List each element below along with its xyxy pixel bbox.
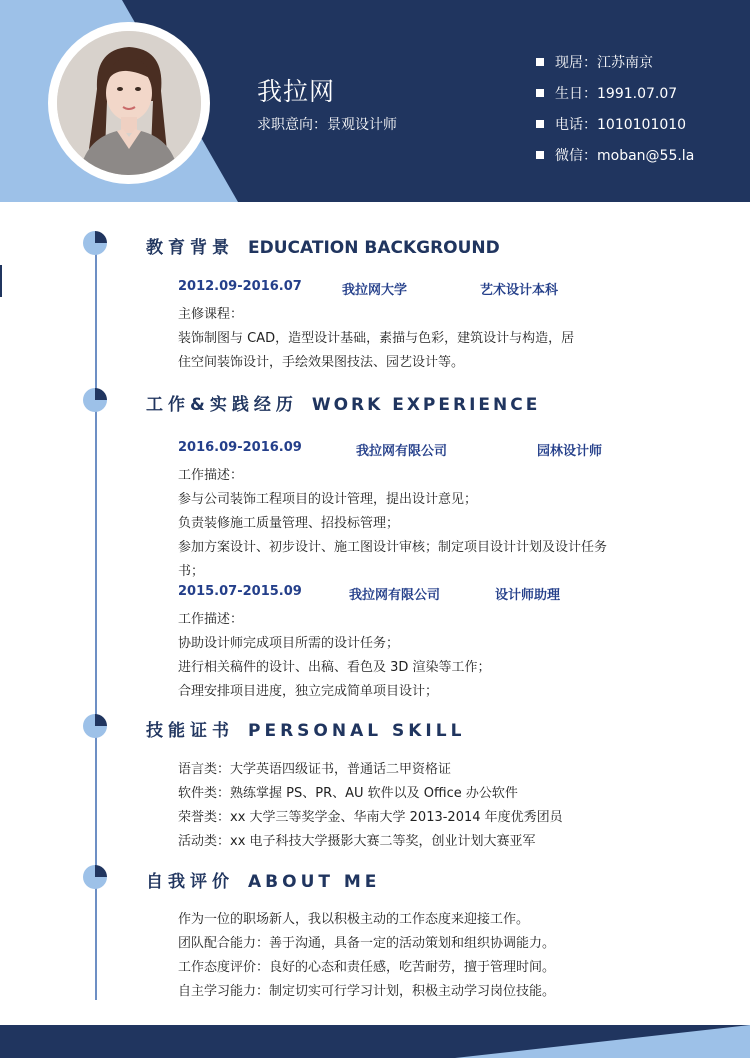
bullet-icon	[536, 120, 544, 128]
info-residence-text: 现居：江苏南京	[555, 55, 653, 71]
about-line: 自主学习能力：制定切实可行学习计划，积极主动学习岗位技能。	[178, 984, 556, 999]
job-line: 合理安排项目进度，独立完成简单项目设计；	[178, 684, 439, 699]
info-birthday-text: 生日：1991.07.07	[555, 86, 678, 102]
page-edge-mark	[0, 265, 2, 297]
info-wechat-text: 微信：moban@55.la	[555, 148, 695, 164]
bullet-icon	[536, 151, 544, 159]
section-marker-icon	[83, 231, 107, 255]
education-row	[178, 279, 302, 294]
job-line: 参与公司装饰工程项目的设计管理，提出设计意见；	[178, 492, 478, 507]
education-title-cn: 教育背景	[146, 238, 234, 258]
bullet-icon	[536, 89, 544, 97]
skill-line: 活动类：xx 电子科技大学摄影大赛二等奖，创业计划大赛亚军	[178, 834, 536, 849]
about-line: 团队配合能力：善于沟通，具备一定的活动策划和组织协调能力。	[178, 936, 556, 951]
job-line: 书；	[178, 564, 205, 579]
education-title-en: EDUCATION BACKGROUND	[248, 238, 500, 258]
skills-title-en: PERSONAL SKILL	[248, 721, 466, 741]
bullet-icon	[536, 58, 544, 66]
education-section-title	[146, 233, 500, 258]
about-section-title	[146, 867, 380, 892]
info-phone	[536, 114, 686, 134]
footer-banner	[0, 1025, 750, 1058]
info-birthday	[536, 83, 677, 103]
skills-section-title	[146, 716, 465, 741]
job-date: 2016.09-2016.09	[178, 440, 302, 455]
work-section-title	[146, 390, 540, 415]
about-line: 工作态度评价：良好的心态和责任感，吃苦耐劳，擅于管理时间。	[178, 960, 556, 975]
skills-title-cn: 技能证书	[146, 721, 234, 741]
info-phone-text: 电话：1010101010	[555, 117, 687, 133]
education-line: 装饰制图与 CAD，造型设计基础，素描与色彩，建筑设计与构造，居	[178, 331, 575, 346]
job-role: 园林设计师	[537, 444, 603, 459]
job-line: 工作描述：	[178, 468, 244, 483]
section-marker-icon	[83, 865, 107, 889]
education-school: 我拉网大学	[342, 283, 408, 298]
job-date: 2015.07-2015.09	[178, 584, 302, 599]
section-marker-icon	[83, 714, 107, 738]
skill-line: 语言类：大学英语四级证书，普通话二甲资格证	[178, 762, 452, 777]
info-wechat	[536, 145, 694, 165]
work-title-en: WORK EXPERIENCE	[311, 395, 541, 415]
job-role: 设计师助理	[495, 588, 561, 603]
job-company: 我拉网有限公司	[349, 588, 441, 603]
info-residence	[536, 52, 653, 72]
candidate-name: 我拉网	[257, 77, 336, 106]
job-company: 我拉网有限公司	[356, 444, 448, 459]
skill-line: 荣誉类：xx 大学三等奖学金、华南大学 2013-2014 年度优秀团员	[178, 810, 563, 825]
job-line: 进行相关稿件的设计、出稿、看色及 3D 渲染等工作；	[178, 660, 491, 675]
section-marker-icon	[83, 388, 107, 412]
footer-light-triangle	[0, 1025, 750, 1058]
job-line: 协助设计师完成项目所需的设计任务；	[178, 636, 400, 651]
about-line: 作为一位的职场新人，我以积极主动的工作态度来迎接工作。	[178, 912, 530, 927]
about-title-en: ABOUT ME	[248, 872, 381, 892]
education-date: 2012.09-2016.07	[178, 279, 302, 294]
job-line: 负责装修施工质量管理、招投标管理；	[178, 516, 400, 531]
skill-line: 软件类：熟练掌握 PS、PR、AU 软件以及 Office 办公软件	[178, 786, 518, 801]
avatar	[57, 31, 201, 175]
job-intent: 求职意向：景观设计师	[257, 117, 397, 133]
job-line: 工作描述：	[178, 612, 244, 627]
job-line: 参加方案设计、初步设计、施工图设计审核；制定项目设计计划及设计任务	[178, 540, 608, 555]
work-title-cn: 工作&实践经历	[146, 395, 298, 415]
education-line: 主修课程：	[178, 307, 244, 322]
education-major: 艺术设计本科	[480, 283, 559, 298]
education-line: 住空间装饰设计，手绘效果图技法、园艺设计等。	[178, 355, 465, 370]
about-title-cn: 自我评价	[146, 872, 234, 892]
